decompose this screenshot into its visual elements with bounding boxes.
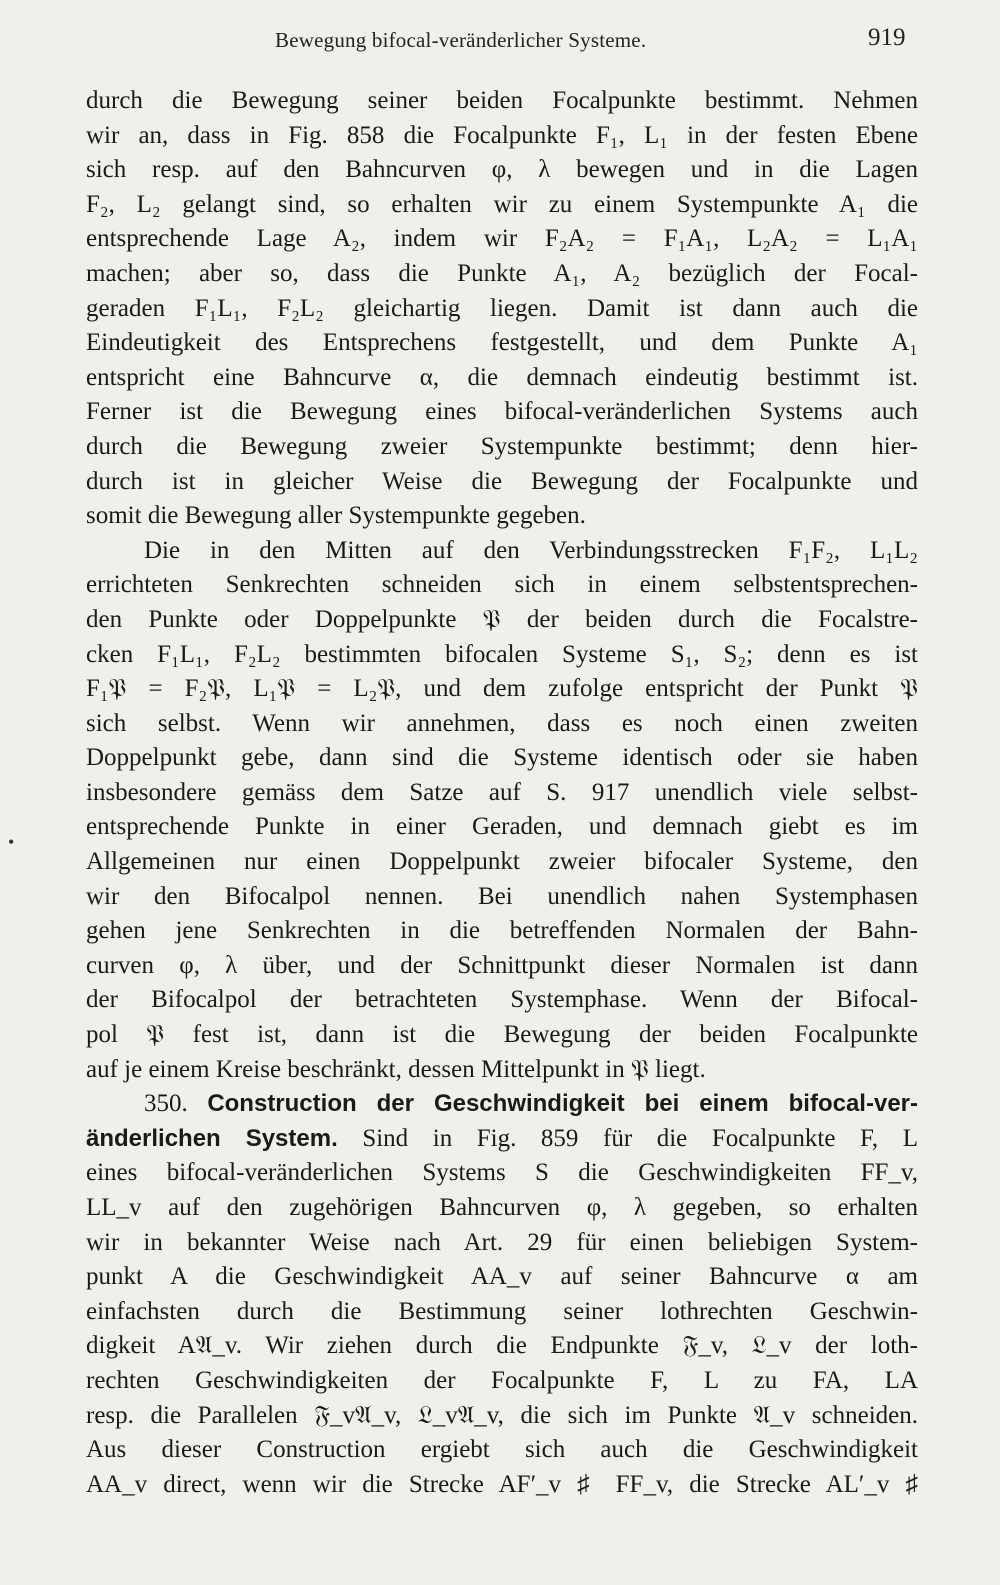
text-line: durch die Bewegung seiner beiden Focalpunkte bestimmt. Nehmen	[86, 87, 918, 114]
text-line: der Bifocalpol der betrachteten Systemphase. Wenn der Bifocal-	[86, 986, 918, 1014]
text-line: insbesondere gemäss dem Satze auf S. 917 unendlich viele selbst-	[86, 778, 918, 806]
article-number: 350.	[144, 1090, 188, 1118]
text-line: machen; aber so, dass die Punkte A₁, A₂ bezüglich der Focal-	[86, 259, 918, 287]
text-line: durch die Bewegung zweier Systempunkte bestimmt; denn hier-	[86, 432, 918, 460]
text-line: F₂, L₂ gelangt sind, so erhalten wir zu einem Systempunkte A₁ die	[86, 190, 918, 218]
text-line: entsprechende Punkte in einer Geraden, und demnach giebt es im	[86, 813, 918, 841]
text-line: somit die Bewegung aller Systempunkte gegeben.	[86, 502, 586, 530]
article-heading-line	[86, 1122, 918, 1157]
text-line: Eindeutigkeit des Entsprechens festgestellt, und dem Punkte A₁	[86, 329, 918, 357]
text-line: errichteten Senkrechten schneiden sich in einem selbstentsprechen-	[86, 571, 918, 599]
text-line: entspricht eine Bahncurve α, die demnach eindeutig bestimmt ist.	[86, 363, 918, 391]
text-line: Doppelpunkt gebe, dann sind die Systeme identisch oder sie haben	[86, 744, 918, 772]
text-line: den Punkte oder Doppelpunkte 𝔓 der beiden durch die Focalstre-	[86, 605, 918, 633]
text-line: geraden F₁L₁, F₂L₂ gleichartig liegen. Damit ist dann auch die	[86, 294, 918, 322]
text-line: AA_v direct, wenn wir die Strecke AF′_v ♯ FF_v, die Strecke AL′_v ♯	[86, 1470, 918, 1498]
text-line: Die in den Mitten auf den Verbindungsstrecken F₁F₂, L₁L₂	[144, 536, 918, 564]
text-line: cken F₁L₁, F₂L₂ bestimmten bifocalen Systeme S₁, S₂; denn es ist	[86, 640, 918, 668]
text-line: entsprechende Lage A₂, indem wir F₂A₂ = F₁A₁, L₂A₂ = L₁A₁	[86, 225, 918, 253]
text-line: wir den Bifocalpol nennen. Bei unendlich nahen Systemphasen	[86, 882, 918, 910]
running-title: Bewegung bifocal-veränderlicher Systeme.	[275, 28, 647, 52]
body-text	[86, 84, 918, 1502]
text-line: sich selbst. Wenn wir annehmen, dass es noch einen zweiten	[86, 709, 918, 737]
margin-mark: •	[8, 832, 15, 852]
text-line: Ferner ist die Bewegung eines bifocal-veränderlichen Systems auch	[86, 398, 918, 426]
article-heading-line	[86, 1087, 918, 1122]
text-line: einfachsten durch die Bestimmung seiner lothrechten Geschwin-	[86, 1297, 918, 1325]
text-line: durch ist in gleicher Weise die Bewegung der Focalpunkte und	[86, 467, 918, 495]
text-line: sich resp. auf den Bahncurven φ, λ bewegen und in die Lagen	[86, 156, 918, 184]
text-line: resp. die Parallelen 𝔉_v𝔄_v, 𝔏_v𝔄_v, die sich im Punkte 𝔄_v schneiden.	[86, 1401, 918, 1429]
text-line: pol 𝔓 fest ist, dann ist die Bewegung der beiden Focalpunkte	[86, 1021, 918, 1049]
text-line: auf je einem Kreise beschränkt, dessen Mittelpunkt in 𝔓 liegt.	[86, 1055, 706, 1083]
text-line: Aus dieser Construction ergiebt sich auch die Geschwindigkeit	[86, 1436, 918, 1464]
text-line: gehen jene Senkrechten in die betreffenden Normalen der Bahn-	[86, 917, 918, 945]
text-line: eines bifocal-veränderlichen Systems S die Geschwindigkeiten FF_v,	[86, 1159, 918, 1187]
text-line: wir in bekannter Weise nach Art. 29 für einen beliebigen System-	[86, 1228, 918, 1256]
article-title-continued: änderlichen System.	[86, 1124, 338, 1152]
text-line: LL_v auf den zugehörigen Bahncurven φ, λ gegeben, so erhalten	[86, 1194, 918, 1221]
article-text: Sind in Fig. 859 für die Focalpunkte F, L	[362, 1124, 918, 1152]
article-title: Construction der Geschwindigkeit bei einem bifocal-ver-	[207, 1090, 918, 1118]
text-line: punkt A die Geschwindigkeit AA_v auf seiner Bahncurve α am	[86, 1263, 918, 1291]
text-line: rechten Geschwindigkeiten der Focalpunkte F, L zu FA, LA	[86, 1366, 918, 1394]
text-line: wir an, dass in Fig. 858 die Focalpunkte F₁, L₁ in der festen Ebene	[86, 121, 918, 149]
text-line: Allgemeinen nur einen Doppelpunkt zweier bifocaler Systeme, den	[86, 848, 918, 876]
text-line: curven φ, λ über, und der Schnittpunkt dieser Normalen ist dann	[86, 951, 918, 979]
text-line: F₁𝔓 = F₂𝔓, L₁𝔓 = L₂𝔓, und dem zufolge entspricht der Punkt 𝔓	[86, 675, 918, 703]
page-number: 919	[868, 24, 906, 51]
text-line: digkeit A𝔄_v. Wir ziehen durch die Endpunkte 𝔉_v, 𝔏_v der loth-	[86, 1332, 918, 1360]
